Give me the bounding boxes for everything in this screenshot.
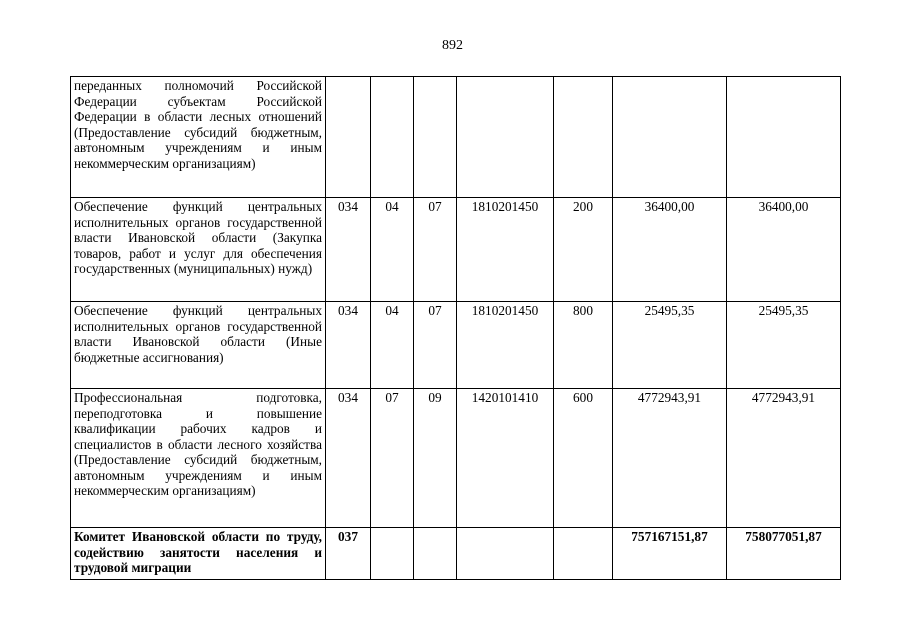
target-article-cell: 1810201450 [457,198,554,302]
table-row [71,198,841,302]
row-name-cell: Профессиональная подготовка, переподготовка и повышение квалификации рабочих кадров и специалистов в области лесного хозяйства (Предоставление субсидий бюджетным, автономным учреждениям и иным некоммерческим организациям) [71,389,326,528]
expense-type-cell: 600 [554,389,613,528]
page-number: 892 [442,38,463,53]
grbs-cell: 034 [326,198,371,302]
sum-year1-cell: 36400,00 [613,198,727,302]
table-row [71,389,841,528]
subsection-cell: 07 [414,198,457,302]
table-row-committee [71,528,841,580]
subsection-cell: 07 [414,302,457,389]
table-row [71,77,841,198]
sum-year2-cell: 4772943,91 [727,389,841,528]
subsection-cell [414,528,457,580]
grbs-cell: 034 [326,389,371,528]
table-row [71,302,841,389]
section-cell [371,77,414,198]
grbs-cell: 034 [326,302,371,389]
sum-year1-cell [613,77,727,198]
grbs-cell: 037 [326,528,371,580]
target-article-cell: 1810201450 [457,302,554,389]
sum-year1-cell: 25495,35 [613,302,727,389]
row-name-cell: Обеспечение функций центральных исполнительных органов государственной власти Ивановской области (Иные бюджетные ассигнования) [71,302,326,389]
target-article-cell [457,77,554,198]
sum-year1-cell: 757167151,87 [613,528,727,580]
grbs-cell [326,77,371,198]
row-name-cell: переданных полномочий Российской Федерации субъектам Российской Федерации в области лесных отношений (Предоставление субсидий бюджетным, автономным учреждениям и иным некоммерческим организациям) [71,77,326,198]
sum-year2-cell: 36400,00 [727,198,841,302]
expense-type-cell [554,528,613,580]
subsection-cell: 09 [414,389,457,528]
row-name-cell: Комитет Ивановской области по труду, содействию занятости населения и трудовой миграции [71,528,326,580]
section-cell: 04 [371,302,414,389]
sum-year2-cell: 25495,35 [727,302,841,389]
section-cell: 04 [371,198,414,302]
sum-year1-cell: 4772943,91 [613,389,727,528]
expense-type-cell: 800 [554,302,613,389]
row-name-cell: Обеспечение функций центральных исполнительных органов государственной власти Ивановской области (Закупка товаров, работ и услуг для обеспечения государственных (муниципальных) нужд) [71,198,326,302]
target-article-cell [457,528,554,580]
expense-type-cell: 200 [554,198,613,302]
expense-type-cell [554,77,613,198]
subsection-cell [414,77,457,198]
target-article-cell: 1420101410 [457,389,554,528]
sum-year2-cell: 758077051,87 [727,528,841,580]
sum-year2-cell [727,77,841,198]
budget-table [70,76,841,580]
section-cell [371,528,414,580]
section-cell: 07 [371,389,414,528]
